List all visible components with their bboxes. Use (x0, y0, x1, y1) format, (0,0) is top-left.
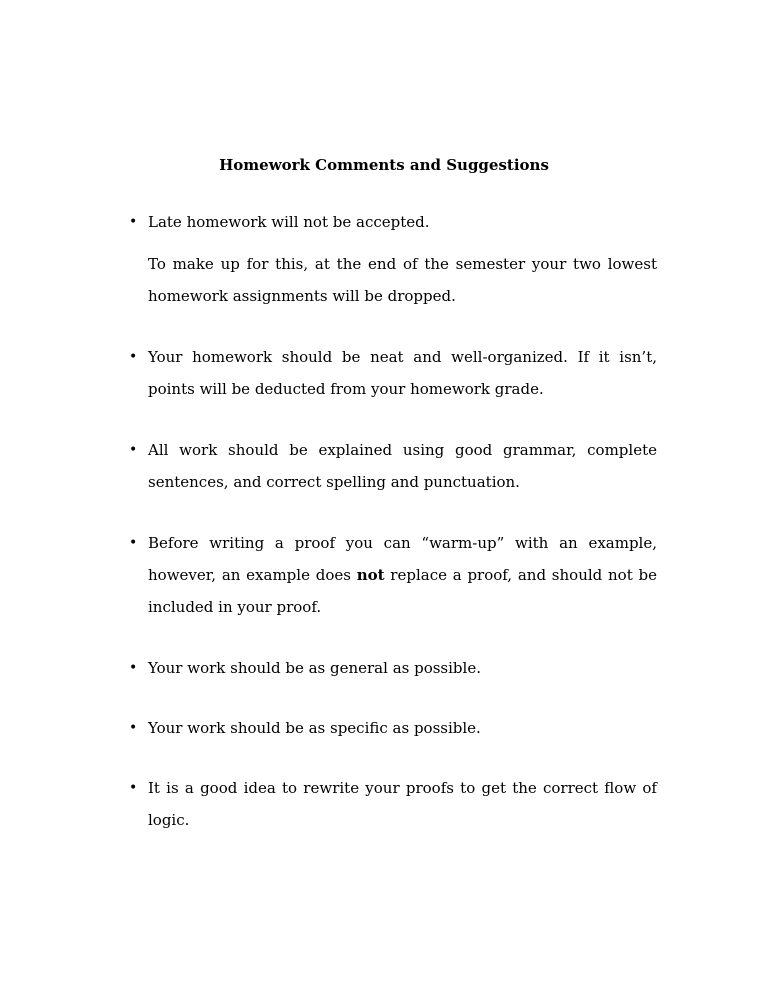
list-item (127, 527, 657, 623)
item-continuation: To make up for this, at the end of the semester your two lowest homework assignments will be dropped. (148, 255, 657, 305)
item-emphasis: not (356, 566, 385, 584)
list-item (127, 341, 657, 405)
item-text: All work should be explained using good grammar, complete sentences, and correct spelling and punctuation. (148, 441, 657, 491)
bullet-icon: • (129, 535, 138, 551)
bullet-icon: • (129, 780, 138, 796)
list-item (127, 434, 657, 498)
list-item (127, 712, 657, 744)
list-item (127, 206, 657, 312)
bullet-icon: • (129, 442, 138, 458)
list-item (127, 652, 657, 684)
item-text-before: Before writing a proof you can “warm-up” with an example, however, an example does (148, 534, 657, 584)
list-item (127, 772, 657, 836)
document-title: Homework Comments and Suggestions (219, 156, 549, 174)
item-text-after: replace a proof, and should not be included in your proof. (148, 566, 657, 616)
bullet-icon: • (129, 214, 138, 230)
bullet-icon: • (129, 660, 138, 676)
bullet-icon: • (129, 349, 138, 365)
item-text: Late homework will not be accepted. (148, 213, 430, 231)
bullet-icon: • (129, 720, 138, 736)
comment-list (127, 206, 657, 865)
item-text: Your work should be as general as possible. (148, 659, 481, 677)
item-text: Your work should be as specific as possible. (148, 719, 481, 737)
item-text: It is a good idea to rewrite your proofs to get the correct flow of logic. (148, 779, 657, 829)
item-text: Your homework should be neat and well-organized. If it isn’t, points will be deducted from your homework grade. (148, 348, 657, 398)
